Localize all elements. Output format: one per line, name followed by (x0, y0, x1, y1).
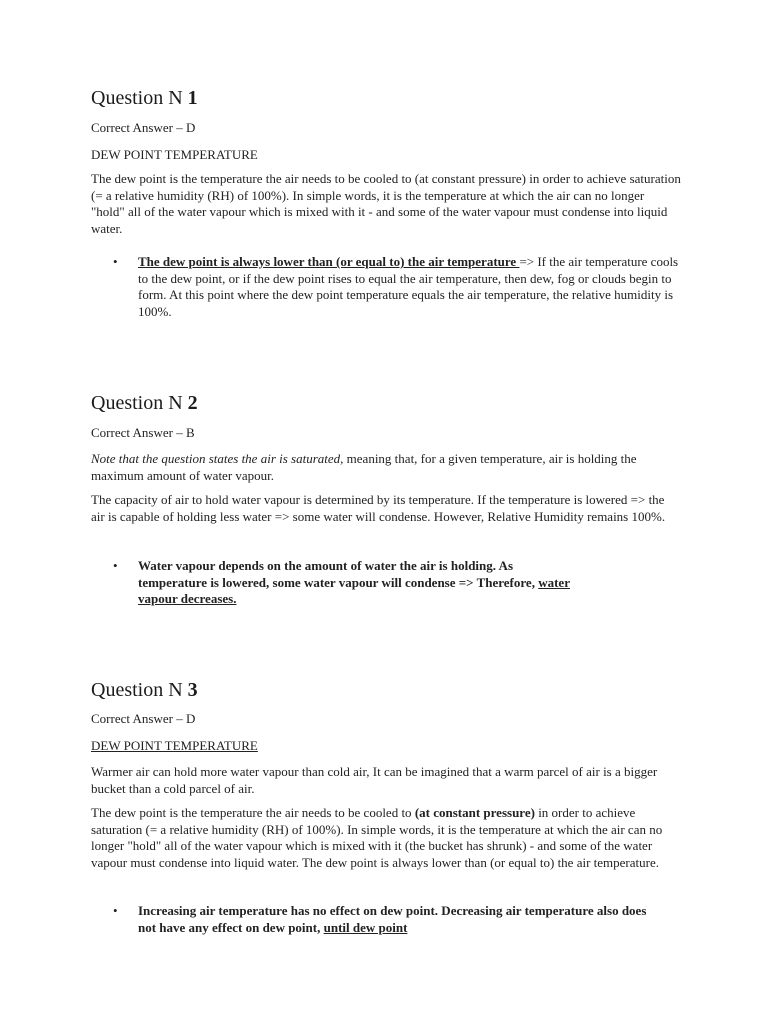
note-italic: Note that the question states the air is saturated (91, 451, 341, 466)
question-heading-prefix: Question N (91, 392, 188, 414)
topic-title: DEW POINT TEMPERATURE (91, 147, 258, 162)
bullet-text (138, 558, 578, 608)
note-rest: , meaning that, for a given temperature, air is holding the maximum amount of water vapour. (91, 451, 637, 483)
correct-answer: Correct Answer – D (91, 120, 196, 135)
bullet-bold-text: Increasing air temperature has no effect on dew point. Decreasing air temperature also does not have any effect on dew point, (138, 903, 647, 935)
question-heading-prefix: Question N (91, 87, 188, 109)
question-number: 3 (187, 679, 198, 701)
explanation-paragraph: The dew point is the temperature the air needs to be cooled to (at constant pressure) in order to achieve saturation (= a relative humidity (RH) of 100%). In simple words, it is the temperature at which the air can no longer "hold" all of the water vapour which is mixed with it - and some of the water vapour must condense into liquid water. (91, 171, 681, 236)
question-number: 2 (187, 392, 198, 414)
question-1-heading (91, 86, 198, 110)
question-heading-prefix: Question N (91, 679, 188, 701)
bullet-conclusion: water vapour decreases. (138, 574, 570, 606)
question-number: 1 (187, 87, 198, 109)
bullet-explanation: => If the air temperature cools to the dew point, or if the dew point rises to equal the air temperature, then dew, fog or clouds begin to form. At this point where the dew point temperature equals the air temperature, the relative humidity is 100%. (138, 254, 679, 319)
intro-paragraph: Warmer air can hold more water vapour than cold air, It can be imagined that a warm parcel of air is a bigger bucket than a cold parcel of air. (91, 764, 658, 796)
bullet-conclusion: until dew point (323, 919, 408, 935)
explanation-rest: in order to achieve saturation (= a relative humidity (RH) of 100%). In simple words, it is the temperature at which the air can no longer "hold" all of the water vapour which is mixed with it (the bucket has shrunk) - and some of the water vapour must condense into liquid water. The dew point is always lower than (or equal to) the air temperature. (91, 805, 663, 870)
bullet-bold-text: Water vapour depends on the amount of water the air is holding. As temperature is lowered, some water vapour will condense => Therefore, (138, 558, 539, 590)
question-2-heading (91, 391, 198, 415)
explanation-paragraph (91, 805, 681, 871)
question-3-heading (91, 678, 198, 702)
explanation-bold: (at constant pressure) (414, 805, 535, 820)
explanation-start: The dew point is the temperature the air needs to be cooled to (91, 805, 415, 820)
bullet-marker: • (113, 254, 118, 269)
explanation-paragraph: The capacity of air to hold water vapour is determined by its temperature. If the temperature is lowered => the air is capable of holding less water => some water will condense. However, Relative Humidity remains 100%. (91, 492, 666, 524)
bullet-key-statement: The dew point is always lower than (or equal to) the air temperature (138, 254, 520, 269)
bullet-text (138, 903, 648, 936)
correct-answer: Correct Answer – B (91, 425, 195, 440)
topic-title: DEW POINT TEMPERATURE (91, 738, 258, 753)
bullet-text (138, 254, 683, 320)
correct-answer: Correct Answer – D (91, 711, 196, 726)
bullet-marker: • (113, 903, 118, 918)
bullet-marker: • (113, 558, 118, 573)
note-paragraph (91, 451, 681, 484)
